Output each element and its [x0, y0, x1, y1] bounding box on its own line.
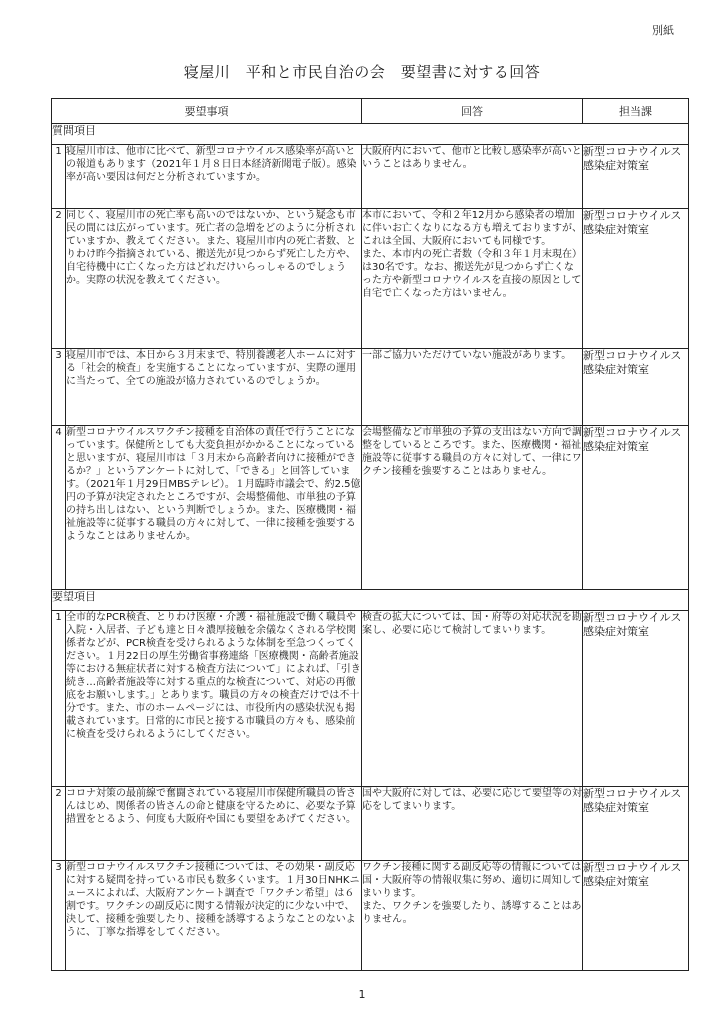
section-requests-label: 要望項目 — [52, 590, 689, 611]
answer-text: 会場整備など市単独の予算の支出はない方向で調整をしているところです。また、医療機関・福祉施設等に従事する職員の方々に対して、一律にワクチン接種を強要することはありません。 — [362, 426, 583, 590]
request-text: 寝屋川市では、本日から３月末まで、特別養護老人ホームに対する「社会的検査」を実施することになっていますが、実際の運用に当たって、全ての施設が協力されているのでしょうか。 — [66, 349, 362, 426]
request-text: 同じく、寝屋川市の死亡率も高いのではないか、という疑念も市民の間には広がっています。死亡者の急増をどのように分析されていますか、教えてください。また、寝屋川市内の死亡者数、とりわけ昨今指摘されている、搬送先が見つからず死亡した方や、自宅待機中に亡くなった方はどれだけいらっしゃるのでしょうか。実際の状況を教えてください。 — [66, 209, 362, 349]
response-table — [51, 98, 689, 971]
answer-text: 国や大阪府に対しては、必要に応じて要望等の対応をしてまいります。 — [362, 787, 583, 861]
request-text: 新型コロナウイルスワクチン接種を自治体の責任で行うことになっています。保健所としても大変負担がかかることになっていると思いますが、寝屋川市は「３月末から高齢者向けに接種ができるか？」というアンケートに対して、「できる」と回答しています。（2021年１月29日MBSテレビ）。１月臨時市議会で、約2.5億円の予算が決定されたところですが、会場整備他、市単独の予算の持ち出しはない、という判断でしょうか。また、医療機関・福祉施設等に従事する職員の方々に対して、一律に接種を強要するようなことはありませんか。 — [66, 426, 362, 590]
row-number: 1 — [52, 611, 66, 787]
section-requests-row — [52, 590, 689, 611]
row-number: 3 — [52, 349, 66, 426]
row-number: 1 — [52, 145, 66, 209]
document-title: 寝屋川 平和と市民自治の会 要望書に対する回答 — [183, 63, 541, 81]
page-number: 1 — [358, 988, 366, 1001]
section-questions-row — [52, 124, 689, 145]
answer-text: 検査の拡大については、国・府等の対応状況を勘案し、必要に応じて検討してまいります。 — [362, 611, 583, 787]
table-row — [52, 426, 689, 590]
request-text: 寝屋川市は、他市に比べて、新型コロナウイルス感染率が高いとの報道もあります（2021年１月８日日本経済新聞電子版）。感染率が高い要因は何だと分析されていますか。 — [66, 145, 362, 209]
table-row — [52, 787, 689, 861]
row-number: 4 — [52, 426, 66, 590]
request-text: 新型コロナウイルスワクチン接種については、その効果・副反応に対する疑問を持っている市民も数多くいます。１月30日NHKニュースによれば、大阪府アンケート調査で「ワクチン希望」は６割です。ワクチンの副反応に関する情報が決定的に少ない中で、決して、接種を強要したり、接種を誘導するようなことのないように、丁寧な指導をしてください。 — [66, 861, 362, 971]
answer-text: 一部ご協力いただけていない施設があります。 — [362, 349, 583, 426]
dept-cell: 新型コロナウイルス感染症対策室 — [583, 349, 689, 426]
dept-cell: 新型コロナウイルス感染症対策室 — [583, 611, 689, 787]
table-row — [52, 611, 689, 787]
table-row — [52, 145, 689, 209]
dept-cell: 新型コロナウイルス感染症対策室 — [583, 787, 689, 861]
row-number: 2 — [52, 209, 66, 349]
request-text: コロナ対策の最前線で奮闘されている寝屋川市保健所職員の皆さんはじめ、関係者の皆さんの命と健康を守るために、必要な予算措置をとるよう、何度も大阪府や国にも要望をあげてください。 — [66, 787, 362, 861]
dept-cell: 新型コロナウイルス感染症対策室 — [583, 861, 689, 971]
table-row — [52, 209, 689, 349]
dept-cell: 新型コロナウイルス感染症対策室 — [583, 426, 689, 590]
header-answer: 回答 — [362, 99, 583, 124]
table-row — [52, 349, 689, 426]
row-number: 2 — [52, 787, 66, 861]
annex-label: 別紙 — [652, 24, 674, 37]
answer-text: ワクチン接種に関する副反応等の情報については国・大阪府等の情報収集に努め、適切に周知してまいります。 また、ワクチンを強要したり、誘導することはありません。 — [362, 861, 583, 971]
request-text: 全市的なPCR検査、とりわけ医療・介護・福祉施設で働く職員や入院・入居者、子ども達と日々濃厚接触を余儀なくされる学校関係者などが、PCR検査を受けられるような体制を至急つくってください。１月22日の厚生労働省事務連絡「医療機関・高齢者施設等における無症状者に対する検査方法について」によれば、「引き続き…高齢者施設等に対する重点的な検査について、対応の再徹底をお願いします。」とあります。職員の方々の検査だけでは不十分です。また、市のホームページには、市役所内の感染状況も掲載されています。日常的に市民と接する市職員の方々も、感染前に検査を受けられるようにしてください。 — [66, 611, 362, 787]
table-header-row — [52, 99, 689, 124]
section-questions-label: 質問項目 — [52, 124, 689, 145]
dept-cell: 新型コロナウイルス感染症対策室 — [583, 145, 689, 209]
answer-text: 本市において、令和２年12月から感染者の増加に伴いお亡くなりになる方も増えておりますが、これは全国、大阪府においても同様です。 また、本市内の死亡者数（令和３年１月末現在）は30名です。なお、搬送先が見つからず亡くなった方や新型コロナウイルスを直接の原因として自宅で亡くなった方はいません。 — [362, 209, 583, 349]
table-row — [52, 861, 689, 971]
answer-text: 大阪府内において、他市と比較し感染率が高いということはありません。 — [362, 145, 583, 209]
dept-cell: 新型コロナウイルス感染症対策室 — [583, 209, 689, 349]
row-number: 3 — [52, 861, 66, 971]
header-request: 要望事項 — [52, 99, 362, 124]
header-dept: 担当課 — [583, 99, 689, 124]
